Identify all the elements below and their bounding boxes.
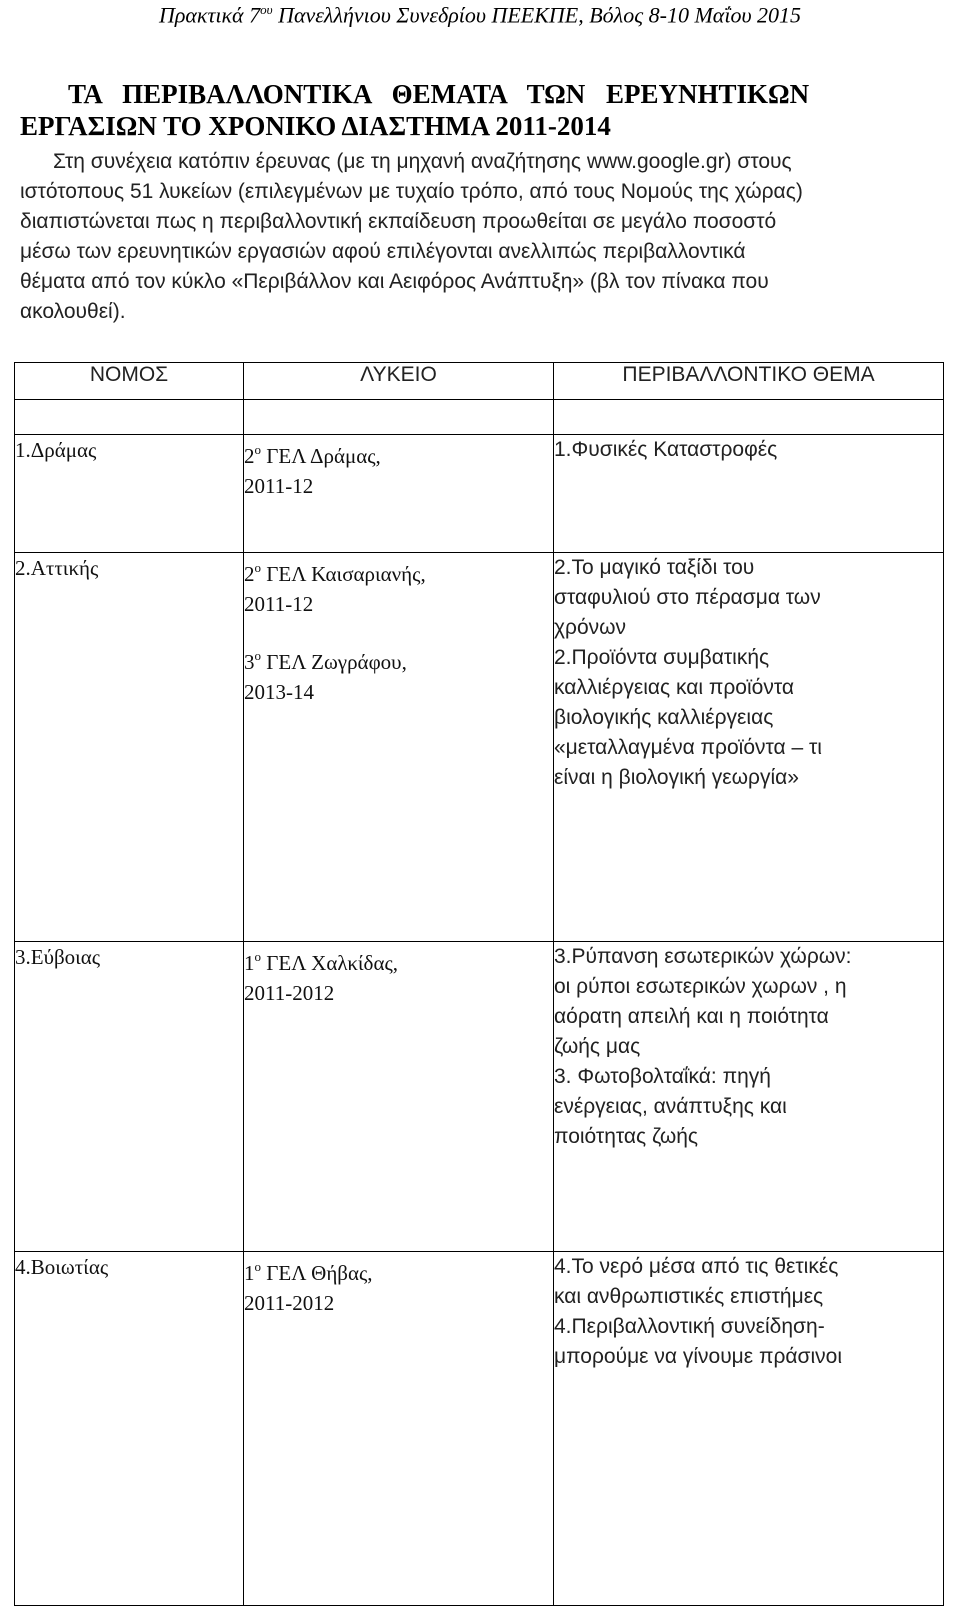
theme-line: μπορούμε να γίνουμε πράσινοι	[554, 1345, 843, 1368]
theme-line: είναι η βιολογική γεωργία»	[554, 766, 799, 789]
school-entry: $2^o$ ΓΕΛ Δράμας, 2011-12	[244, 442, 381, 498]
page-header	[0, 2, 960, 28]
paragraph-line: διαπιστώνεται πως η περιβαλλοντική εκπαίδευση προωθείται σε μεγάλο ποσοστό	[20, 210, 777, 233]
paragraph-line: θέματα από τον κύκλο «Περιβάλλον και Αειφόρος Ανάπτυξη» (βλ τον πίνακα που	[20, 270, 769, 293]
theme-line: οι ρύποι εσωτερικών χωρων , η	[554, 975, 847, 998]
title-line-2: ΕΡΓΑΣΙΩΝ ΤΟ ΧΡΟΝΙΚΟ ΔΙΑΣΤΗΜΑ 2011-2014	[20, 111, 611, 141]
cell-lykeio	[244, 1252, 554, 1606]
cell-nomos: 2.Αττικής	[15, 553, 244, 942]
header-text-before: Πρακτικά 7	[158, 2, 261, 28]
header-ordinal: ου	[260, 2, 273, 17]
table-row	[15, 942, 944, 1252]
header-text-after: Πανελλήνιου Συνεδρίου ΠΕΕΚΠΕ, Βόλος 8-10 Μαΐου 2015	[272, 2, 802, 28]
theme-line: 3. Φωτοβολταΐκά: πηγή	[554, 1065, 771, 1088]
theme-line: καλλιέργειας και προϊόντα	[554, 676, 794, 699]
cell-nomos: 3.Εύβοιας	[15, 942, 244, 1252]
table-spacer-row	[15, 400, 944, 435]
theme-line: 4.Περιβαλλοντική συνείδηση-	[554, 1315, 825, 1338]
theme-line: 2.Το μαγικό ταξίδι του	[554, 556, 755, 579]
school-entry: $2^o$ ΓΕΛ Καισαριανής, 2011-12	[244, 560, 426, 616]
title-line-1: ΤΑ ΠΕΡΙΒΑΛΛΟΝΤΙΚΑ ΘΕΜΑΤΑ ΤΩΝ ΕΡΕΥΝΗΤΙΚΩΝ	[68, 79, 810, 109]
cell-nomos: 4.Βοιωτίας	[15, 1252, 244, 1606]
school-entry: $3^o$ ΓΕΛ Ζωγράφου, 2013-14	[244, 648, 407, 704]
table-row	[15, 435, 944, 553]
theme-line: βιολογικής καλλιέργειας	[554, 706, 774, 729]
cell-lykeio	[244, 435, 554, 553]
theme-line: ζωής μας	[554, 1035, 641, 1058]
paragraph-line: ακολουθεί).	[20, 300, 126, 323]
theme-line: ποιότητας ζωής	[554, 1125, 699, 1148]
paragraph-line: ιστότοπους 51 λυκείων (επιλεγμένων με τυχαίο τρόπο, από τους Νομούς της χώρας)	[20, 180, 803, 203]
theme-line: 1.Φυσικές Καταστροφές	[554, 438, 778, 461]
theme-line: χρόνων	[554, 616, 627, 639]
theme-line: ενέργειας, ανάπτυξης και	[554, 1095, 787, 1118]
header-nomos: ΝΟΜΟΣ	[15, 363, 244, 400]
cell-thema	[554, 435, 944, 553]
cell-thema	[554, 553, 944, 942]
table-header-row	[15, 363, 944, 400]
table-row	[15, 1252, 944, 1606]
theme-line: 3.Ρύπανση εσωτερικών χώρων:	[554, 945, 852, 968]
school-entry: $1^o$ ΓΕΛ Θήβας, 2011-2012	[244, 1259, 373, 1315]
table-row	[15, 553, 944, 942]
theme-line: και ανθρωπιστικές επιστήμες	[554, 1285, 824, 1308]
header-thema: ΠΕΡΙΒΑΛΛΟΝΤΙΚΟ ΘΕΜΑ	[554, 363, 944, 400]
theme-line: σταφυλιού στο πέρασμα των	[554, 586, 821, 609]
cell-thema	[554, 942, 944, 1252]
theme-line: 4.Το νερό μέσα από τις θετικές	[554, 1255, 839, 1278]
theme-line: 2.Προϊόντα συμβατικής	[554, 646, 770, 669]
cell-nomos: 1.Δράμας	[15, 435, 244, 553]
themes-table	[14, 362, 944, 1606]
school-entry: $1^o$ ΓΕΛ Χαλκίδας, 2011-2012	[244, 949, 399, 1005]
cell-lykeio	[244, 553, 554, 942]
cell-thema	[554, 1252, 944, 1606]
section-title	[20, 78, 940, 142]
theme-line: αόρατη απειλή και η ποιότητα	[554, 1005, 829, 1028]
intro-paragraph	[20, 147, 942, 327]
header-lykeio: ΛΥΚΕΙΟ	[244, 363, 554, 400]
theme-line: «μεταλλαγμένα προϊόντα – τι	[554, 736, 822, 759]
paragraph-line: μέσω των ερευνητικών εργασιών αφού επιλέγονται ανελλιπώς περιβαλλοντικά	[20, 240, 746, 263]
cell-lykeio	[244, 942, 554, 1252]
paragraph-line: Στη συνέχεια κατόπιν έρευνας (με τη μηχανή αναζήτησης www.google.gr) στους	[53, 150, 792, 173]
